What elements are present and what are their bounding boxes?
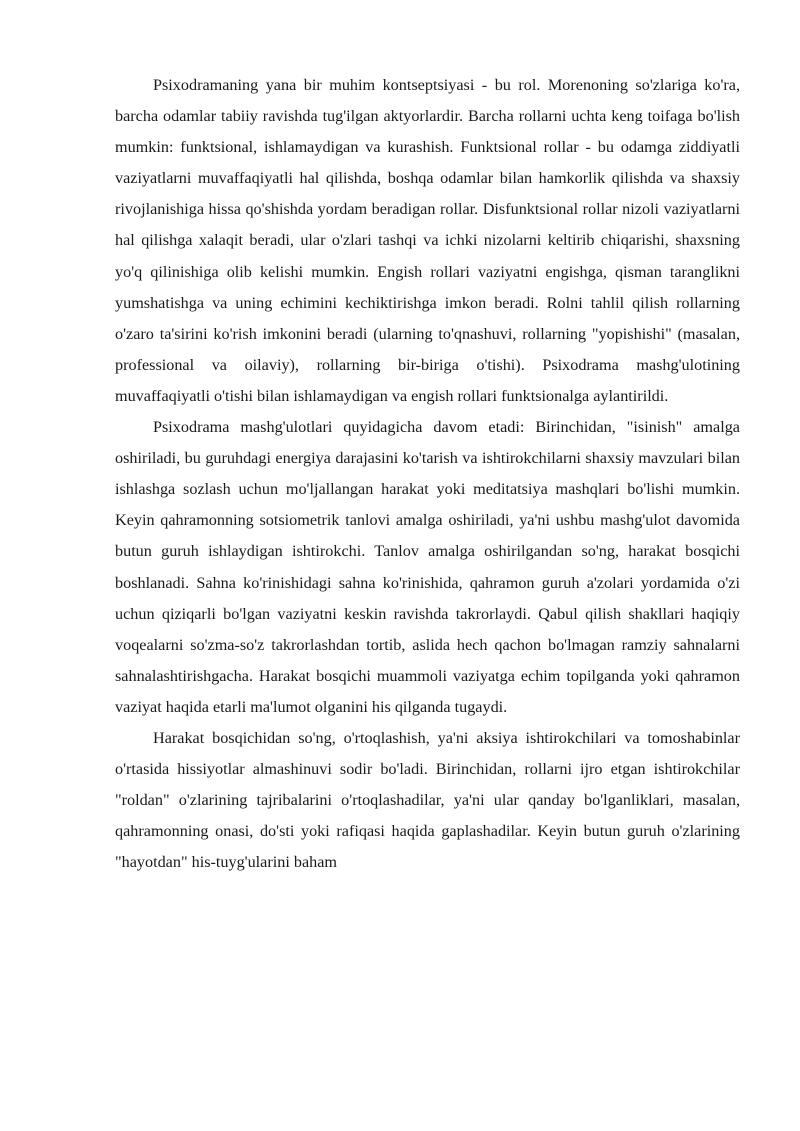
document-page bbox=[115, 70, 740, 878]
paragraph-session-stages: Psixodrama mashg'ulotlari quyidagicha davom etadi: Birinchidan, "isinish" amalga oshiriladi, bu guruhdagi energiya darajasini ko'tarish va ishtirokchilarni shaxsiy mavzulari bilan ishlashga sozlash uchun mo'ljallangan harakat yoki meditatsiya mashqlari bo'lishi mumkin. Keyin qahramonning sotsiometrik tanlovi amalga oshiriladi, ya'ni ushbu mashg'ulot davomida butun guruh ishlaydigan ishtirokchi. Tanlov amalga oshirilgandan so'ng, harakat bosqichi boshlanadi. Sahna ko'rinishidagi sahna ko'rinishida, qahramon guruh a'zolari yordamida o'zi uchun qiziqarli bo'lgan vaziyatni keskin ravishda takrorlaydi. Qabul qilish shakllari haqiqiy voqealarni so'zma-so'z takrorlashdan tortib, aslida hech qachon bo'lmagan ramziy sahnalarni sahnalashtirishgacha. Harakat bosqichi muammoli vaziyatga echim topilganda yoki qahramon vaziyat haqida etarli ma'lumot olganini his qilganda tugaydi. bbox=[115, 418, 740, 716]
paragraph-sharing: Harakat bosqichidan so'ng, o'rtoqlashish, ya'ni aksiya ishtirokchilari va tomoshabinlar o'rtasida hissiyotlar almashinuvi sodir bo'ladi. Birinchidan, rollarni ijro etgan ishtirokchilar "roldan" o'zlarining tajribalarini o'rtoqlashadilar, ya'ni ular qanday bo'lganliklari, masalan, qahramonning onasi, do'sti yoki rafiqasi haqida gaplashadilar. Keyin butun guruh o'zlarining "hayotdan" his-tuyg'ularini baham bbox=[115, 728, 740, 872]
paragraph-roles: Psixodramaning yana bir muhim kontseptsiyasi - bu rol. Morenoning so'zlariga ko'ra, barcha odamlar tabiiy ravishda tug'ilgan aktyorlardir. Barcha rollarni uchta keng toifaga bo'lish mumkin: funktsional, ishlamaydigan va kurashish. Funktsional rollar - bu odamga ziddiyatli vaziyatlarni muvaffaqiyatli hal qilishda, boshqa odamlar bilan hamkorlik qilishda va shaxsiy rivojlanishiga hissa qo'shishda yordam beradigan rollar. Disfunktsional rollar nizoli vaziyatlarni hal qilishga xalaqit beradi, ular o'zlari tashqi va ichki nizolarni keltirib chiqarishi, shaxsning yo'q qilinishiga olib kelishi mumkin. Engish rollari vaziyatni engishga, qisman taranglikni yumshatishga va uning echimini kechiktirishga imkon beradi. Rolni tahlil qilish rollarning o'zaro ta'sirini ko'rish imkonini beradi (ularning to'qnashuvi, rollarning "yopishishi" (masalan, professional va oilaviy), rollarning bir-biriga o'tishi). Psixodrama mashg'ulotining muvaffaqiyatli o'tishi bilan ishlamaydigan va engish rollari funktsionalga aylantirildi. bbox=[115, 76, 740, 405]
